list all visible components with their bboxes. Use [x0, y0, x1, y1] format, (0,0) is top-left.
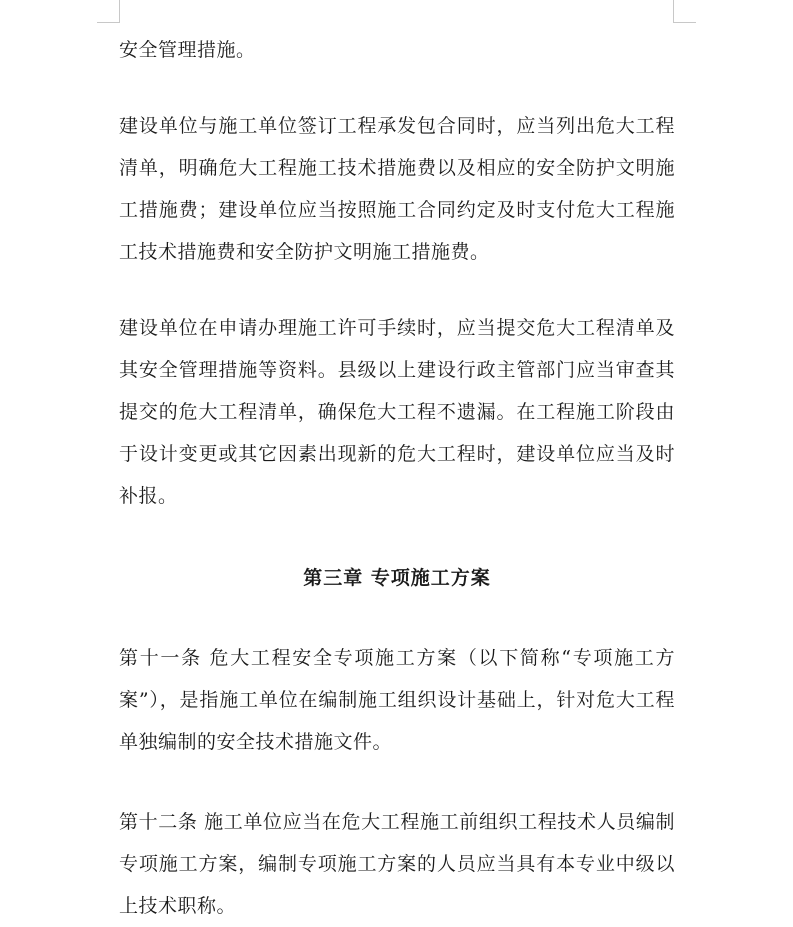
chapter-heading: 第三章 专项施工方案 — [303, 567, 491, 589]
paragraph-3: 建设单位在申请办理施工许可手续时，应当提交危大工程清单及其安全管理措施等资料。县级以上建设行政主管部门应当审查其提交的危大工程清单，确保危大工程不遗漏。在工程施工阶段由于设计变更或其它因素出现新的危大工程时，建设单位应当及时补报。 — [119, 317, 675, 507]
document-body — [119, 29, 675, 927]
article-11: 第十一条 危大工程安全专项施工方案（以下简称“专项施工方案”），是指施工单位在编制施工组织设计基础上，针对危大工程单独编制的安全技术措施文件。 — [119, 647, 675, 753]
paragraph-1: 安全管理措施。 — [119, 39, 256, 61]
article-12: 第十二条 施工单位应当在危大工程施工前组织工程技术人员编制专项施工方案，编制专项施工方案的人员应当具有本专业中级以上技术职称。 — [119, 811, 675, 917]
paragraph-2: 建设单位与施工单位签订工程承发包合同时，应当列出危大工程清单，明确危大工程施工技术措施费以及相应的安全防护文明施工措施费；建设单位应当按照施工合同约定及时支付危大工程施工技术措施费和安全防护文明施工措施费。 — [119, 115, 675, 263]
